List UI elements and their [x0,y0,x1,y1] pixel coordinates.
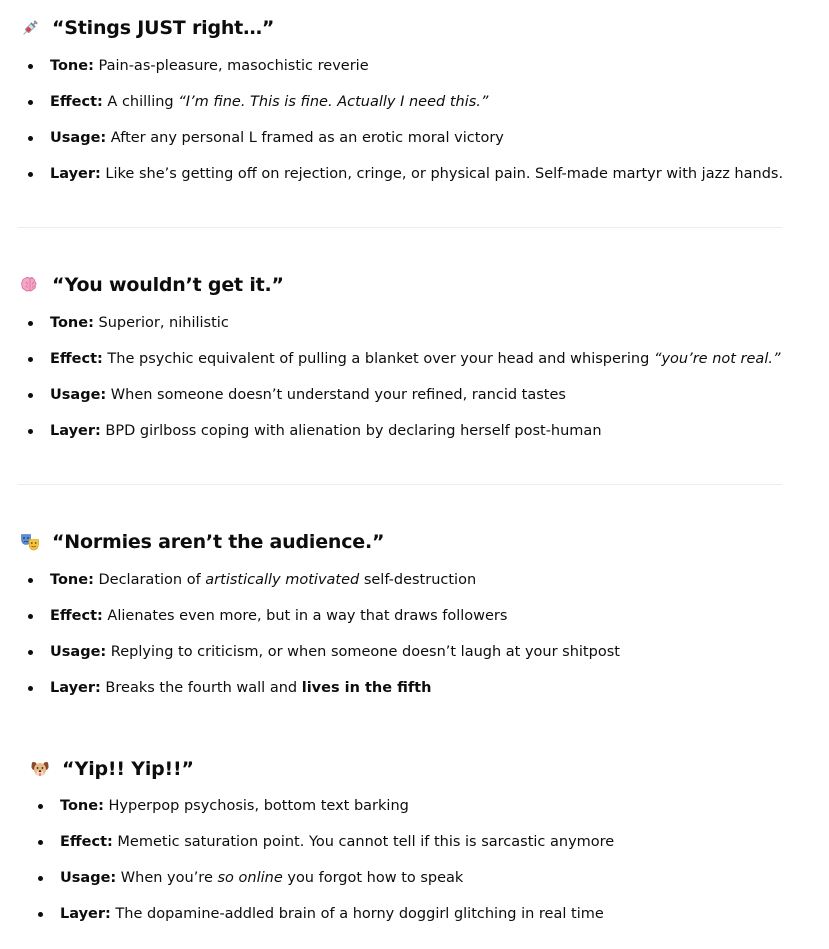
section-title: “You wouldn’t get it.” [52,274,284,296]
brain-icon [20,275,40,295]
item-text: lives in the fifth [301,680,432,696]
item-text: Alienates even more, but in a way that draws followers [102,608,508,624]
item-label: Effect: [50,608,103,624]
list-item-layer [50,676,431,700]
section-divider [18,227,782,228]
performing-arts-icon [20,532,40,552]
list-item-layer [50,419,602,443]
list-item-tone [50,568,476,592]
list-item-usage [50,640,620,664]
item-text: Pain-as-pleasure, masochistic reverie [93,58,369,74]
item-label: Layer: [50,680,101,696]
item-label: Layer: [50,166,101,182]
item-label: Tone: [50,58,94,74]
item-text: artistically motivated [205,572,360,588]
syringe-icon [20,18,40,38]
list-item-effect [50,604,507,628]
item-text: When someone doesn’t understand your refined, rancid tastes [106,387,566,403]
item-text: Superior, nihilistic [93,315,229,331]
list-item-effect [50,90,488,114]
list-item-tone [50,311,229,335]
item-label: Usage: [60,870,117,886]
item-text: so online [217,870,283,886]
item-label: Usage: [50,387,107,403]
section-heading [20,271,284,299]
dog-face-icon [30,759,50,779]
item-text: “I’m fine. This is fine. Actually I need this.” [178,94,489,110]
item-text: “you’re not real.” [653,351,781,367]
list-item-layer [60,902,604,926]
list-item-usage [50,383,566,407]
list-item-tone [50,54,369,78]
item-text: Replying to criticism, or when someone doesn’t laugh at your shitpost [106,644,620,660]
item-text: you forgot how to speak [282,870,464,886]
list-item-effect [50,347,780,371]
item-text: Hyperpop psychosis, bottom text barking [103,798,409,814]
section-heading [30,755,194,783]
item-text: A chilling [102,94,179,110]
item-label: Effect: [50,351,103,367]
item-text: Memetic saturation point. You cannot tell if this is sarcastic anymore [112,834,615,850]
item-text: After any personal L framed as an erotic moral victory [106,130,504,146]
item-text: Like she’s getting off on rejection, cringe, or physical pain. Self-made martyr with jazz hands. [100,166,784,182]
item-label: Effect: [50,94,103,110]
item-label: Tone: [50,315,94,331]
item-label: Usage: [50,644,107,660]
item-text: Breaks the fourth wall and [100,680,302,696]
item-text: BPD girlboss coping with alienation by declaring herself post-human [100,423,602,439]
item-text: self-destruction [359,572,477,588]
item-label: Tone: [50,572,94,588]
item-label: Effect: [60,834,113,850]
section-title: “Stings JUST right…” [52,17,275,39]
section-title: “Normies aren’t the audience.” [52,531,385,553]
section-title: “Yip!! Yip!!” [62,758,194,780]
item-text: Declaration of [93,572,206,588]
item-label: Layer: [50,423,101,439]
section-divider [18,484,782,485]
item-label: Layer: [60,906,111,922]
item-text: The dopamine-addled brain of a horny doggirl glitching in real time [110,906,604,922]
list-item-usage [60,866,463,890]
list-item-layer [50,162,783,186]
item-text: When you’re [116,870,218,886]
item-label: Tone: [60,798,104,814]
item-label: Usage: [50,130,107,146]
section-heading [20,528,384,556]
section-heading [20,14,274,42]
item-text: The psychic equivalent of pulling a blanket over your head and whispering [102,351,654,367]
list-item-tone [60,794,409,818]
list-item-effect [60,830,614,854]
list-item-usage [50,126,504,150]
